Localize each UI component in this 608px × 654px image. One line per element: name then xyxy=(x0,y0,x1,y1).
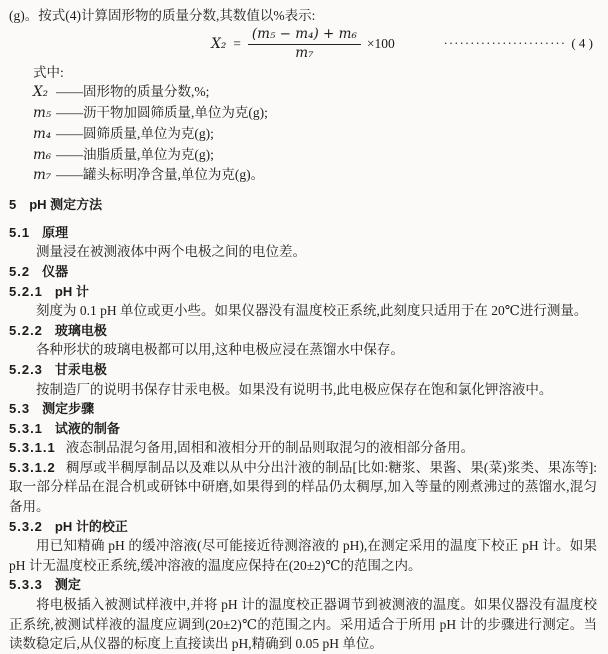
heading-title: 测定 xyxy=(54,577,81,593)
definition-item-m6 xyxy=(33,145,597,166)
heading-5 xyxy=(9,195,597,215)
definition-symbol: X₂ xyxy=(33,84,49,101)
equation-lhs: X₂ xyxy=(211,36,227,53)
heading-title: 甘汞电极 xyxy=(54,361,107,377)
definition-dash: —— xyxy=(56,146,83,162)
definition-dash: —— xyxy=(56,84,83,100)
fraction xyxy=(248,27,361,61)
definition-text: 罐头标明净含量,单位为克(g)。 xyxy=(83,167,265,183)
heading-title: 测定步骤 xyxy=(42,401,95,417)
definition-text: 沥干物加圆筛质量,单位为克(g); xyxy=(83,104,268,120)
intro-line: (g)。按式(4)计算固形物的质量分数,其数值以%表示: xyxy=(9,8,316,23)
times-100: ×100 xyxy=(366,36,395,52)
heading-number: 5.1 xyxy=(9,224,31,240)
definitions-list xyxy=(9,82,597,186)
para-5-3-1-2 xyxy=(9,458,597,517)
heading-number: 5.2.1 xyxy=(9,283,43,299)
heading-number: 5.2 xyxy=(9,263,31,279)
definition-text: 圆筛质量,单位为克(g); xyxy=(83,125,214,141)
definition-item-m5 xyxy=(33,103,597,124)
clause-text: 稠厚或半稠厚制品以及难以从中分出汁液的制品[比如:糖浆、果酱、果(菜)浆类、果冻等]:取一部分样品在混合机或研钵中研磨,如果得到的样品仍太稠厚,加入等量的刚煮沸过的蒸馏水,混匀备用。 xyxy=(9,459,597,515)
leader-dots: ······················· xyxy=(443,35,567,51)
equation-reference xyxy=(444,36,594,52)
heading-5-2-2 xyxy=(9,321,597,341)
heading-5-3-3 xyxy=(9,575,597,595)
heading-number: 5.3.1 xyxy=(9,420,43,436)
equation-4-block xyxy=(9,26,597,63)
heading-title: pH 计的校正 xyxy=(54,518,128,534)
para-5-3-2-body: 用已知精确 pH 的缓冲溶液(尽可能接近待测溶液的 pH),在测定采用的温度下校正 pH 计。如果 pH 计无温度校正系统,缓冲溶液的温度应保持在(20±2)℃的范围之内。 xyxy=(9,538,597,573)
heading-5-2-3 xyxy=(9,360,597,380)
heading-5-3-1 xyxy=(9,419,597,439)
para-5-2-3-body: 按制造厂的说明书保存甘汞电极。如果没有说明书,此电极应保存在饱和氯化钾溶液中。 xyxy=(36,381,553,397)
equation-4 xyxy=(211,27,395,61)
fraction-numerator: (m₅ − m₄) + m₆ xyxy=(248,27,361,45)
definition-text: 油脂质量,单位为克(g); xyxy=(83,146,214,162)
heading-title: 仪器 xyxy=(42,263,69,279)
definition-item-m4 xyxy=(33,124,597,145)
definition-symbol: m₆ xyxy=(33,146,52,163)
definition-dash: —— xyxy=(56,167,83,183)
heading-number: 5.3 xyxy=(9,401,31,417)
definition-item-x2 xyxy=(33,82,597,103)
para-5-3-3-body: 将电极插入被测试样液中,并将 pH 计的温度校正器调节到被测液的温度。如果仪器没有温度校正系统,被测试样液的温度应调到(20±2)℃的范围之内。采用适合于所用 pH 计的步骤进行测定。当读数稳定后,从仪器的标度上直接读出 pH,精确到 0.05 pH 单位。 xyxy=(9,597,597,652)
para-5-1-body: 测量浸在被测液体中两个电极之间的电位差。 xyxy=(36,244,306,260)
heading-5-3-2 xyxy=(9,517,597,537)
clause-number: 5.3.1.1 xyxy=(9,440,56,456)
heading-5-3 xyxy=(9,399,597,419)
definition-item-m7 xyxy=(33,165,597,186)
heading-5-2-1 xyxy=(9,282,597,302)
heading-title: pH 计 xyxy=(54,283,89,299)
where-label: 式中: xyxy=(33,64,64,80)
fraction-denominator: m₇ xyxy=(295,44,314,61)
heading-number: 5.2.3 xyxy=(9,361,43,377)
definition-symbol: m₄ xyxy=(33,125,52,142)
definition-dash: —— xyxy=(56,125,83,141)
para-5-2-1-body: 刻度为 0.1 pH 单位或更小些。如果仪器没有温度校正系统,此刻度只适用于在 20℃进行测量。 xyxy=(36,303,588,319)
definition-symbol: m₇ xyxy=(33,167,52,184)
heading-5-1 xyxy=(9,223,597,243)
heading-number: 5.2.2 xyxy=(9,322,43,338)
clause-number: 5.3.1.2 xyxy=(9,459,56,475)
heading-title: 原理 xyxy=(42,224,69,240)
para-5-2-2-body: 各种形状的玻璃电极都可以用,这种电极应浸在蒸馏水中保存。 xyxy=(36,342,404,358)
heading-number: 5.3.3 xyxy=(9,577,43,593)
heading-5-2 xyxy=(9,262,597,282)
clause-text: 液态制品混匀备用,固相和液相分开的制品则取混匀的液相部分备用。 xyxy=(65,440,475,456)
definition-text: 固形物的质量分数,%; xyxy=(83,84,210,100)
heading-number: 5 xyxy=(9,197,18,213)
definition-dash: —— xyxy=(56,104,83,120)
heading-title: 试液的制备 xyxy=(54,420,120,436)
heading-number: 5.3.2 xyxy=(9,518,43,534)
equation-number: ( 4 ) xyxy=(571,35,593,51)
equals-sign: = xyxy=(233,36,241,52)
heading-title: 玻璃电极 xyxy=(54,322,107,338)
definition-symbol: m₅ xyxy=(33,104,52,121)
para-5-3-1-1 xyxy=(9,438,597,458)
heading-title: pH 测定方法 xyxy=(29,197,103,213)
